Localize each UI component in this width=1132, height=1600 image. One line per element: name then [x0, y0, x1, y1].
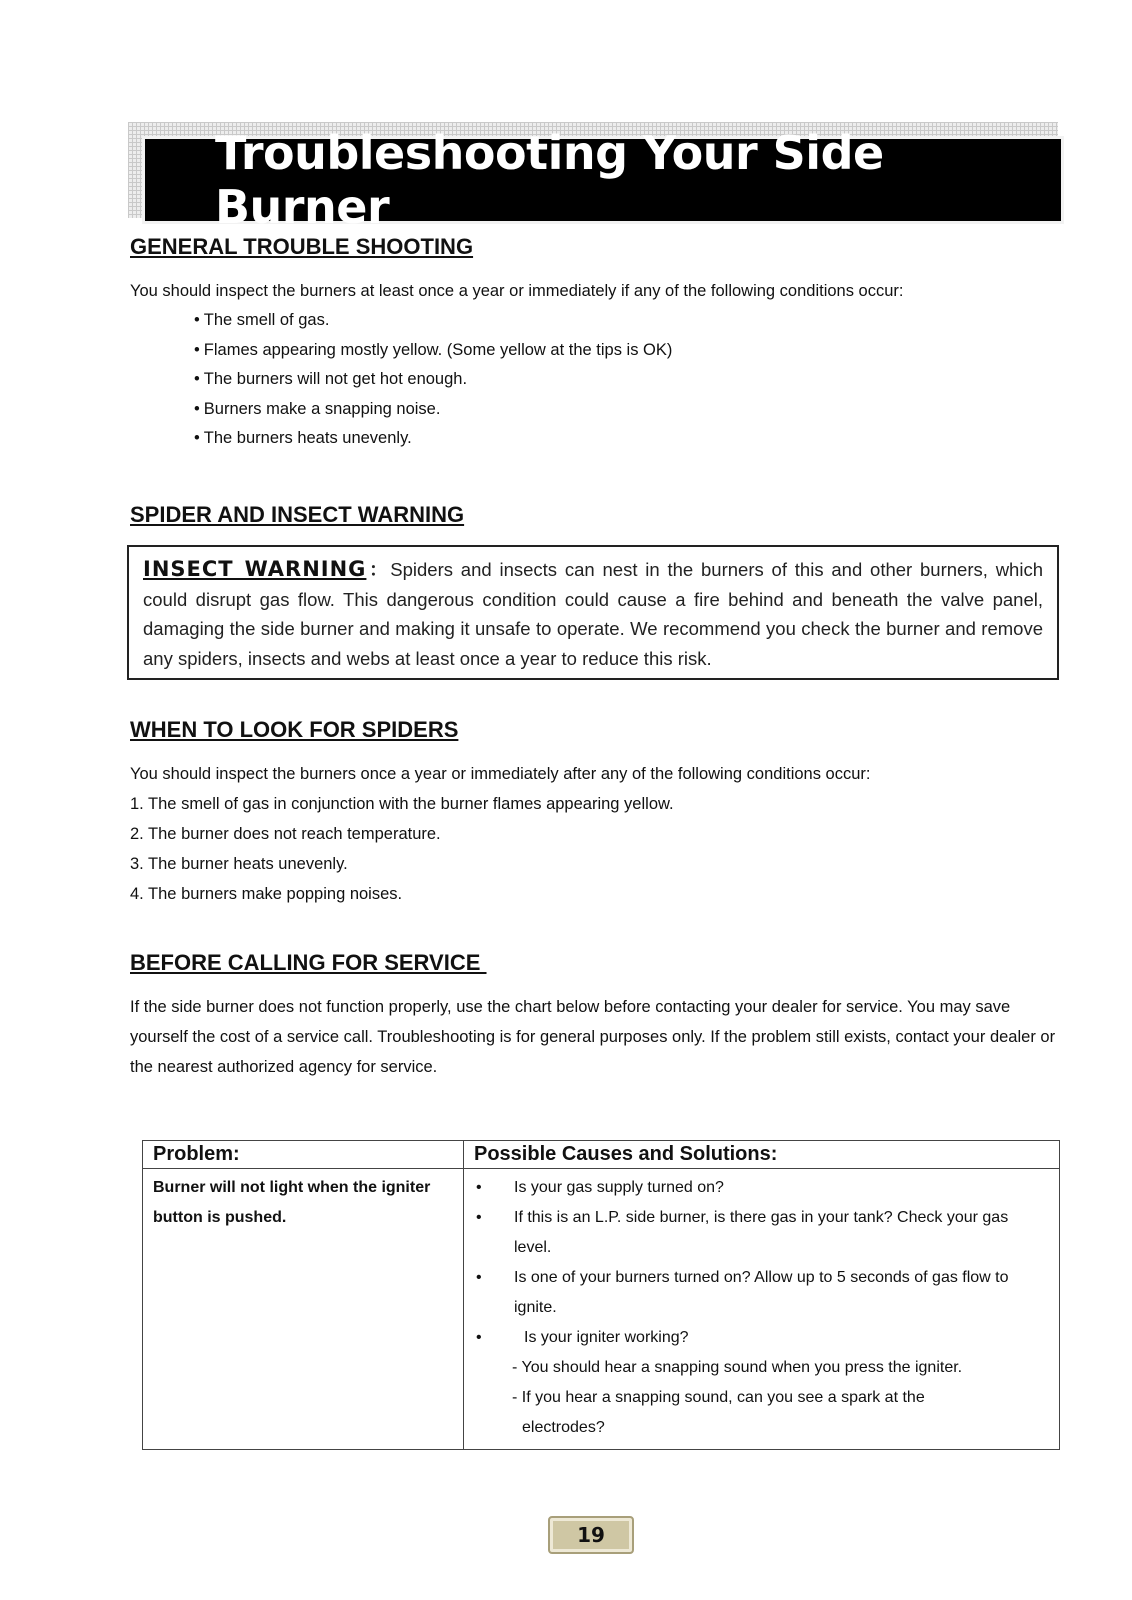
- spiders-list: [130, 789, 1060, 909]
- general-list: [130, 306, 1060, 454]
- troubleshooting-table: [142, 1140, 1060, 1450]
- list-item: • If this is an L.P. side burner, is there gas in your tank? Check your gas level.: [474, 1203, 1049, 1263]
- solutions-cell: [464, 1169, 1060, 1450]
- insect-warning-separator: ：: [366, 559, 391, 580]
- insect-warning-body: Spiders and insects can nest in the burners of this and other burners, which could disrupt gas flow. This dangerous condition could cause a fire behind and beneath the valve panel, damaging the side burner and making it unsafe to operate. We recommend you check the burner and remove any spiders, insects and webs at least once a year to reduce this risk.: [143, 559, 1043, 669]
- general-heading: GENERAL TROUBLE SHOOTING: [130, 234, 474, 259]
- solutions-sublist: [474, 1353, 1049, 1443]
- list-item: • The burners heats unevenly.: [194, 424, 1060, 454]
- list-item: • The burners will not get hot enough.: [194, 365, 1060, 395]
- insect-heading: SPIDER AND INSECT WARNING: [130, 502, 465, 527]
- solutions-list: [474, 1173, 1049, 1353]
- spiders-intro: You should inspect the burners once a year or immediately after any of the following conditions occur:: [130, 765, 871, 783]
- service-section: [130, 950, 1060, 1082]
- insect-section: [130, 502, 1060, 528]
- general-section: [130, 234, 1060, 454]
- spiders-heading: WHEN TO LOOK FOR SPIDERS: [130, 717, 459, 742]
- problem-text: Burner will not light when the igniter button is pushed.: [153, 1179, 431, 1226]
- list-item: 3. The burner heats unevenly.: [130, 855, 348, 873]
- list-item: 1. The smell of gas in conjunction with the burner flames appearing yellow.: [130, 795, 674, 813]
- title-banner: [128, 122, 1058, 234]
- sub-item-text: - If you hear a snapping sound, can you see a spark at the: [512, 1389, 925, 1406]
- list-item: • Is your igniter working?: [474, 1323, 1049, 1353]
- service-heading: BEFORE CALLING FOR SERVICE: [130, 950, 487, 975]
- list-item: 4. The burners make popping noises.: [130, 885, 403, 903]
- spiders-section: [130, 717, 1060, 909]
- list-item: • Is your gas supply turned on?: [474, 1173, 1049, 1203]
- sub-item: [512, 1383, 1049, 1443]
- list-item: • The smell of gas.: [194, 306, 1060, 336]
- list-item: • Flames appearing mostly yellow. (Some yellow at the tips is OK): [194, 336, 1060, 366]
- table-header-row: [143, 1141, 1060, 1169]
- page-title: Troubleshooting Your Side Burner: [215, 126, 884, 234]
- sub-item-continuation: electrodes?: [522, 1419, 605, 1436]
- general-intro: You should inspect the burners at least once a year or immediately if any of the following conditions occur:: [130, 282, 904, 300]
- list-item: 2. The burner does not reach temperature.: [130, 825, 441, 843]
- title-bar: [142, 126, 1064, 234]
- column-header-solutions: Possible Causes and Solutions:: [464, 1141, 1060, 1169]
- insect-warning-text: [143, 555, 1043, 673]
- problem-cell: [143, 1169, 464, 1450]
- service-text: If the side burner does not function properly, use the chart below before contacting your dealer for service. You may save yourself the cost of a service call. Troubleshooting is for general purposes only. If the problem still exists, contact your dealer or the nearest authorized agency for service.: [130, 998, 1056, 1076]
- insect-warning-box: [127, 545, 1059, 680]
- sub-item: - You should hear a snapping sound when you press the igniter.: [512, 1359, 963, 1376]
- page-number: 19: [548, 1516, 634, 1554]
- table-row: [143, 1169, 1060, 1450]
- list-item: • Burners make a snapping noise.: [194, 395, 1060, 425]
- list-item: • Is one of your burners turned on? Allow up to 5 seconds of gas flow to ignite.: [474, 1263, 1049, 1323]
- column-header-problem: Problem:: [143, 1141, 464, 1169]
- insect-warning-label: INSECT WARNING: [143, 557, 367, 581]
